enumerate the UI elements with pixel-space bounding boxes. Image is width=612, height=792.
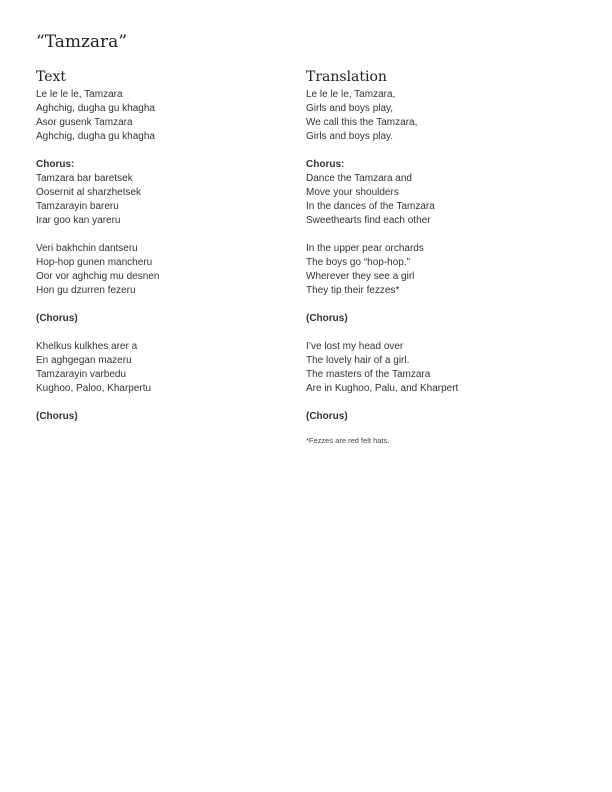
lyric-line: Veri bakhchin dantseru — [36, 243, 138, 254]
chorus — [306, 158, 566, 228]
verse-1 — [306, 88, 566, 144]
footnote: *Fezzes are red felt hats. — [306, 436, 390, 445]
lyric-line: Tamzarayin varbedu — [36, 369, 127, 380]
chorus-label: (Chorus) — [306, 411, 348, 422]
chorus-repeat — [306, 410, 566, 424]
chorus-repeat — [306, 312, 566, 326]
lyric-line: Le le le le, Tamzara, — [306, 89, 396, 100]
chorus-repeat — [36, 312, 296, 326]
verse-3 — [306, 340, 566, 396]
text-column — [36, 68, 296, 438]
lyric-line: In the dances of the Tamzara — [306, 201, 435, 212]
translation-column — [306, 68, 566, 445]
lyric-line: Aghchig, dugha gu khagha — [36, 103, 155, 114]
lyric-line: Are in Kughoo, Palu, and Kharpert — [306, 383, 459, 394]
lyric-line: Irar goo kan yareru — [36, 215, 121, 226]
chorus-label: Chorus: — [306, 159, 345, 170]
translation-column-heading: Translation — [306, 69, 387, 85]
lyric-line: Asor gusenk Tamzara — [36, 117, 133, 128]
lyric-line: We call this the Tamzara, — [306, 117, 418, 128]
chorus — [36, 158, 296, 228]
lyric-line: Kughoo, Paloo, Kharpertu — [36, 383, 152, 394]
lyric-line: Girls and boys play, — [306, 103, 394, 114]
verse-2 — [36, 242, 296, 298]
lyric-line: Le le le le, Tamzara — [36, 89, 123, 100]
lyric-line: Sweethearts find each other — [306, 215, 431, 226]
lyric-line: I’ve lost my head over — [306, 341, 404, 352]
chorus-label: Chorus: — [36, 159, 75, 170]
lyric-line: Tamzarayin bareru — [36, 201, 119, 212]
verse-3 — [36, 340, 296, 396]
lyric-line: Oor vor aghchig mu desnen — [36, 271, 160, 282]
lyric-line: En aghgegan mazeru — [36, 355, 132, 366]
chorus-repeat — [36, 410, 296, 424]
page-title: “Tamzara” — [36, 32, 128, 52]
lyric-line: Hop-hop gunen mancheru — [36, 257, 153, 268]
lyric-line: Move your shoulders — [306, 187, 399, 198]
lyric-line: In the upper pear orchards — [306, 243, 424, 254]
lyric-line: Aghchig, dugha gu khagha — [36, 131, 155, 142]
lyric-line: Oosernit al sharzhetsek — [36, 187, 142, 198]
lyric-line: Dance the Tamzara and — [306, 173, 412, 184]
chorus-label: (Chorus) — [36, 411, 78, 422]
verse-1 — [36, 88, 296, 144]
lyric-line: Tamzara bar baretsek — [36, 173, 133, 184]
lyric-line: The boys go “hop-hop.” — [306, 257, 410, 268]
lyric-line: Khelkus kulkhes arer a — [36, 341, 138, 352]
lyric-line: Wherever they see a girl — [306, 271, 415, 282]
lyric-line: Hon gu dzurren fezeru — [36, 285, 136, 296]
lyric-line: Girls and boys play. — [306, 131, 394, 142]
lyric-line: The lovely hair of a girl. — [306, 355, 410, 366]
lyric-line: They tip their fezzes* — [306, 285, 400, 296]
chorus-label: (Chorus) — [306, 313, 348, 324]
chorus-label: (Chorus) — [36, 313, 78, 324]
verse-2 — [306, 242, 566, 298]
text-column-heading: Text — [36, 69, 67, 85]
lyric-line: The masters of the Tamzara — [306, 369, 431, 380]
